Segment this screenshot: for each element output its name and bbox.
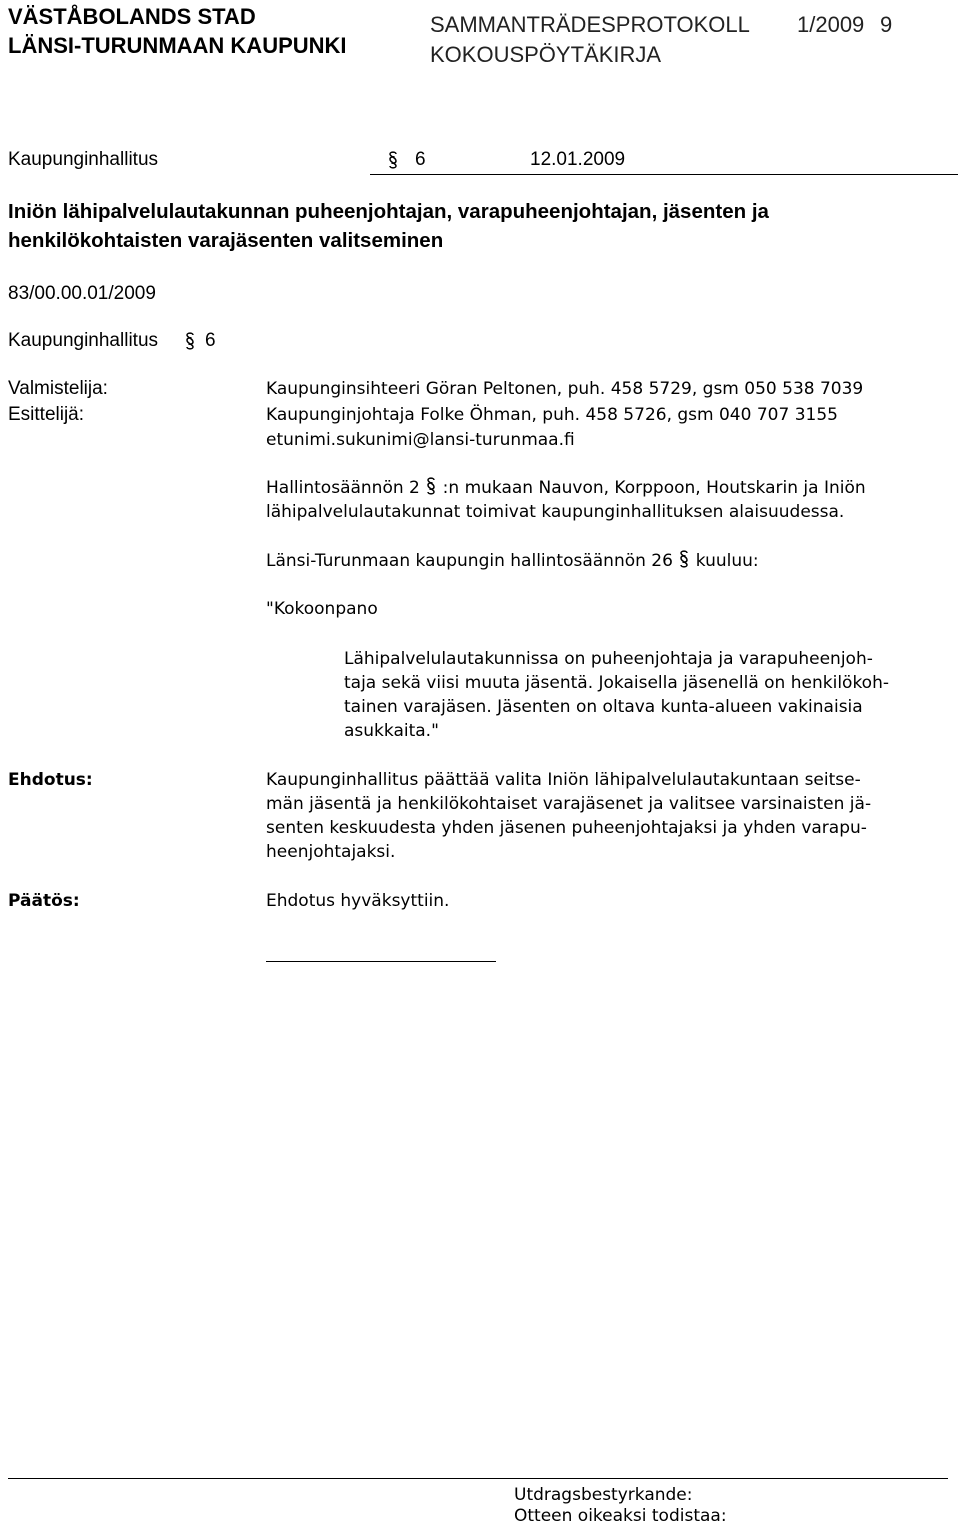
document-type-swedish: SAMMANTRÄDESPROTOKOLL bbox=[430, 12, 750, 37]
decision-label: Päätös: bbox=[8, 891, 80, 911]
section-sign-icon bbox=[425, 476, 437, 496]
quote-line: tainen varajäsen. Jäsenten on oltava kunta-alueen vakinaisia bbox=[344, 697, 863, 717]
paragraph-2-text-a: Länsi-Turunmaan kaupungin hallintosäännön 26 bbox=[266, 551, 673, 571]
paragraph-1-text-b: :n mukaan Nauvon, Korppoon, Houtskarin ja Iniön bbox=[442, 478, 866, 498]
proposal-line: senten keskuudesta yhden jäsenen puheenjohtajaksi ja yhden varapu- bbox=[266, 818, 867, 838]
certified-copy-label: Otteen oikeaksi todistaa: bbox=[514, 1506, 727, 1526]
paragraph-2 bbox=[266, 549, 759, 573]
organization-name-swedish: VÄSTÅBOLANDS STAD bbox=[8, 4, 256, 29]
section-sign-icon bbox=[184, 331, 196, 351]
document-type-finnish: KOKOUSPÖYTÄKIRJA bbox=[430, 42, 662, 67]
page-number: 9 bbox=[880, 12, 893, 37]
section-sign-icon bbox=[387, 150, 399, 170]
meeting-body: Kaupunginhallitus bbox=[8, 149, 159, 170]
presenter-value: Kaupunginjohtaja Folke Öhman, puh. 458 5726, gsm 040 707 3155 bbox=[266, 405, 838, 425]
paragraph-1-line-2: lähipalvelulautakunnat toimivat kaupunginhallituksen alaisuudessa. bbox=[266, 502, 845, 522]
quote-line: taja sekä viisi muuta jäsentä. Jokaisella jäsenellä on henkilökoh- bbox=[344, 673, 889, 693]
decision-value: Ehdotus hyväksyttiin. bbox=[266, 891, 450, 911]
end-rule bbox=[266, 961, 496, 962]
proposal-line: Kaupunginhallitus päättää valita Iniön lähipalvelulautakuntaan seitse- bbox=[266, 770, 861, 790]
meeting-date: 12.01.2009 bbox=[530, 149, 626, 170]
footer-rule bbox=[8, 1478, 948, 1479]
email-address: etunimi.sukunimi@lansi-turunmaa.fi bbox=[266, 430, 575, 450]
proposal-line: män jäsentä ja henkilökohtaiset varajäsenet ja valitsee varsinaisten jä- bbox=[266, 794, 872, 814]
paragraph-1-line-1 bbox=[266, 476, 866, 500]
presenter-label: Esittelijä: bbox=[8, 404, 85, 425]
meeting-line-rule bbox=[370, 174, 958, 175]
history-body: Kaupunginhallitus bbox=[8, 330, 159, 351]
paragraph-1-text-a: Hallintosäännön 2 bbox=[266, 478, 420, 498]
item-title-line-1: Iniön lähipalvelulautakunnan puheenjohtajan, varapuheenjohtajan, jäsenten ja bbox=[8, 200, 769, 223]
proposal-line: heenjohtajaksi. bbox=[266, 842, 396, 862]
quote-line: asukkaita." bbox=[344, 721, 439, 741]
preparer-value: Kaupunginsihteeri Göran Peltonen, puh. 458 5729, gsm 050 538 7039 bbox=[266, 379, 864, 399]
extract-certification-label: Utdragsbestyrkande: bbox=[514, 1485, 693, 1505]
reference-number: 83/00.00.01/2009 bbox=[8, 283, 156, 304]
item-title-line-2: henkilökohtaisten varajäsenten valitseminen bbox=[8, 229, 444, 252]
section-sign-icon bbox=[678, 549, 690, 569]
quote-line: Lähipalvelulautakunnissa on puheenjohtaja ja varapuheenjoh- bbox=[344, 649, 873, 669]
proposal-label: Ehdotus: bbox=[8, 770, 93, 790]
organization-name-finnish: LÄNSI-TURUNMAAN KAUPUNKI bbox=[8, 33, 347, 58]
quote-heading: "Kokoonpano bbox=[266, 599, 378, 619]
document-number: 1/2009 bbox=[797, 12, 865, 37]
preparer-label: Valmistelija: bbox=[8, 378, 108, 399]
history-section-number: 6 bbox=[205, 330, 216, 351]
section-number: 6 bbox=[415, 149, 426, 170]
paragraph-2-text-b: kuuluu: bbox=[695, 551, 759, 571]
